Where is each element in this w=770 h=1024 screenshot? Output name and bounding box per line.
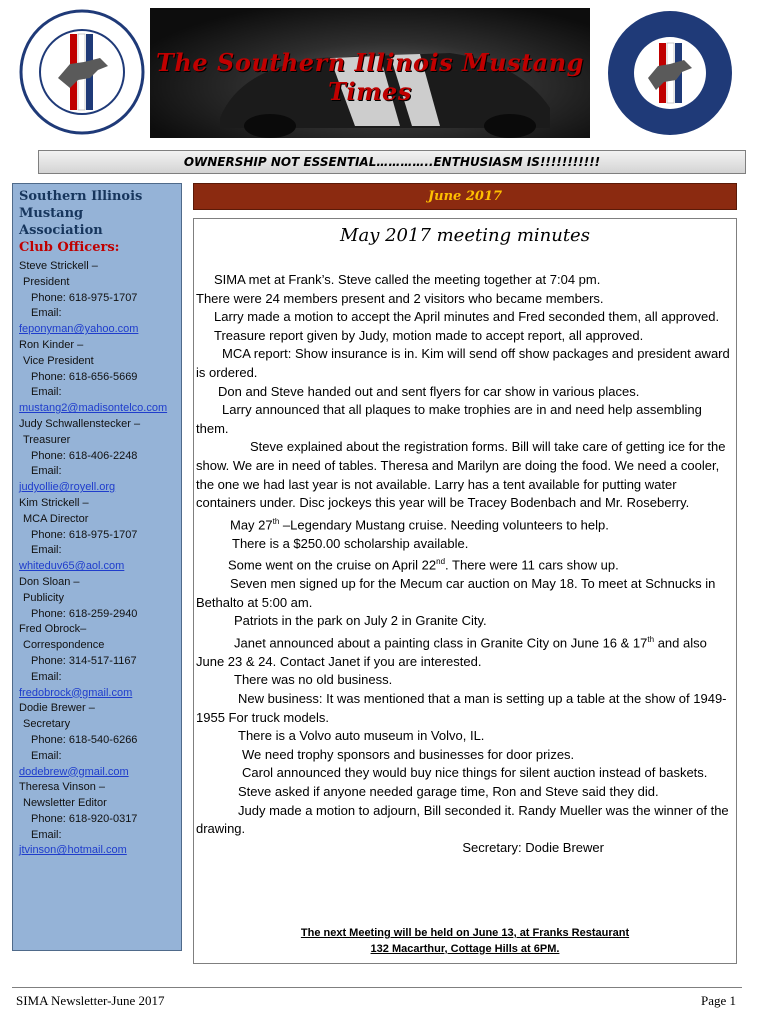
article-paragraph: We need trophy sponsors and businesses for door prizes. bbox=[242, 746, 575, 762]
officer-email-link[interactable]: dodebrew@gmail.com bbox=[19, 765, 129, 778]
article-paragraph: Judy made a motion to adjourn, Bill seconded it. Randy Mueller was the winner of the drawing. bbox=[196, 802, 729, 837]
header-banner bbox=[150, 8, 590, 138]
officer-email-label: Email: bbox=[31, 544, 62, 557]
officer-role: MCA Director bbox=[23, 512, 89, 525]
officer-email-label: Email: bbox=[31, 386, 62, 399]
secretary-signature: Secretary: Dodie Brewer bbox=[462, 839, 604, 855]
article-paragraph: Some went on the cruise on April 22nd. There were 11 cars show up. bbox=[228, 557, 619, 573]
mca-logo bbox=[600, 8, 740, 138]
sidebar-subtitle: Club Officers: bbox=[19, 240, 120, 255]
article-paragraph: May 27th –Legendary Mustang cruise. Needing volunteers to help. bbox=[230, 516, 609, 533]
next-meeting-line: The next Meeting will be held on June 13, at Franks Restaurant bbox=[300, 927, 630, 939]
sidebar-title-line: Southern Illinois bbox=[19, 189, 143, 204]
officer-entry bbox=[19, 338, 175, 417]
officer-role: President bbox=[23, 275, 70, 288]
officer-email-link[interactable]: whiteduv65@aol.com bbox=[19, 560, 125, 573]
officer-entry bbox=[19, 701, 175, 780]
officer-phone: Phone: 618-540-6266 bbox=[31, 733, 138, 746]
article-body bbox=[196, 271, 734, 857]
article-paragraph: Seven men signed up for the Mecum car auction on May 18. To meet at Schnucks in Bethalto at 5:00 am. bbox=[196, 576, 716, 610]
article-paragraph: SIMA met at Frank’s. Steve called the meeting together at 7:04 pm. bbox=[214, 272, 601, 287]
officer-email-link[interactable]: mustang2@madisontelco.com bbox=[19, 402, 168, 415]
article-paragraph: New business: It was mentioned that a man is setting up a table at the show of 1949-1955 For truck models. bbox=[196, 691, 727, 725]
officer-name: Steve Strickell – bbox=[19, 260, 98, 272]
officer-name: Theresa Vinson – bbox=[19, 781, 106, 794]
footer-newsletter-name: SIMA Newsletter-June 2017 bbox=[16, 993, 165, 1008]
sima-logo bbox=[18, 8, 146, 136]
next-meeting-notice bbox=[194, 925, 736, 957]
newsletter-title: The Southern Illinois Mustang Times bbox=[156, 48, 584, 106]
officer-phone: Phone: 618-259-2940 bbox=[31, 607, 138, 620]
ordinal-suffix: nd bbox=[436, 557, 446, 567]
article-paragraph: MCA report: Show insurance is in. Kim will send off show packages and president award is ordered. bbox=[196, 346, 730, 380]
officer-entry bbox=[19, 780, 175, 859]
officer-email-label: Email: bbox=[31, 465, 62, 478]
officer-email-label: Email: bbox=[31, 307, 62, 320]
article-headline: May 2017 meeting minutes bbox=[340, 225, 590, 246]
footer-divider bbox=[12, 987, 742, 988]
officer-role: Vice President bbox=[23, 354, 94, 367]
officer-email-link[interactable]: judyollie@royell.org bbox=[19, 481, 116, 494]
officer-phone: Phone: 618-656-5669 bbox=[31, 370, 138, 383]
article-paragraph: Don and Steve handed out and sent flyers for car show in various places. bbox=[218, 383, 640, 399]
officer-email-link[interactable]: jtvinson@hotmail.com bbox=[19, 844, 127, 857]
article-paragraph: Treasure report given by Judy, motion made to accept report, all approved. bbox=[214, 327, 644, 343]
officer-phone: Phone: 314-517-1167 bbox=[31, 654, 137, 667]
motto-bar: OWNERSHIP NOT ESSENTIAL…………..ENTHUSIASM IS!!!!!!!!!!! bbox=[38, 150, 746, 174]
officer-role: Correspondence bbox=[23, 639, 105, 652]
officer-role: Newsletter Editor bbox=[23, 797, 107, 810]
officer-entry bbox=[19, 575, 175, 622]
officer-name: Dodie Brewer – bbox=[19, 702, 95, 715]
sidebar-title-line: Association bbox=[19, 223, 103, 238]
officer-phone: Phone: 618-975-1707 bbox=[31, 291, 138, 304]
officer-email-link[interactable]: feponyman@yahoo.com bbox=[19, 323, 139, 336]
issue-date-bar: June 2017 bbox=[193, 183, 737, 210]
officer-name: Kim Strickell – bbox=[19, 496, 89, 509]
officer-role: Secretary bbox=[23, 718, 71, 731]
article-paragraph: Larry made a motion to accept the April minutes and Fred seconded them, all approved. bbox=[214, 309, 720, 325]
ordinal-suffix: th bbox=[272, 516, 280, 526]
article-paragraph: Janet announced about a painting class in Granite City on June 16 & 17th and also June 23 & 24. Contact Janet if you are interested. bbox=[196, 634, 707, 669]
article-paragraph: Larry announced that all plaques to make trophies are in and need help assembling them. bbox=[196, 402, 702, 436]
officer-role: Publicity bbox=[23, 591, 64, 604]
footer-page-number: Page 1 bbox=[700, 993, 736, 1008]
officer-entry bbox=[19, 259, 175, 338]
officer-email-link[interactable]: fredobrock@gmail.com bbox=[19, 686, 133, 699]
officer-name: Don Sloan – bbox=[19, 575, 80, 588]
officer-entry bbox=[19, 417, 175, 496]
article-paragraph: There was no old business. bbox=[234, 672, 393, 688]
article-paragraph: Steve asked if anyone needed garage time, Ron and Steve said they did. bbox=[238, 784, 659, 800]
officer-name: Judy Schwallenstecker – bbox=[19, 417, 141, 430]
officer-name: Fred Obrock– bbox=[19, 623, 87, 636]
officers-sidebar bbox=[12, 183, 182, 951]
article-paragraph: Steve explained about the registration forms. Bill will take care of getting ice for the show. We are in need of tables. Theresa and Marilyn are doing the food. We need a cooler, the one we had last year is not available. Larry has a tent available for putting water containers under. Disc jockeys this year will be Tracey Bodenbach and Mr. Roseberry. bbox=[196, 439, 726, 511]
officer-role: Treasurer bbox=[23, 433, 71, 446]
article-paragraph: Carol announced they would buy nice things for silent auction instead of baskets. bbox=[242, 765, 708, 781]
officer-email-label: Email: bbox=[31, 749, 62, 762]
ordinal-suffix: th bbox=[647, 634, 655, 644]
article-paragraph: There were 24 members present and 2 visitors who became members. bbox=[196, 290, 604, 306]
officer-email-label: Email: bbox=[31, 670, 62, 683]
article-paragraph: There is a Volvo auto museum in Volvo, IL. bbox=[238, 728, 485, 744]
article-paragraph: Patriots in the park on July 2 in Granite City. bbox=[234, 613, 487, 629]
officer-name: Ron Kinder – bbox=[19, 338, 84, 351]
article-paragraph: There is a $250.00 scholarship available. bbox=[232, 535, 469, 551]
article-box bbox=[193, 218, 737, 964]
officer-phone: Phone: 618-920-0317 bbox=[31, 812, 138, 825]
officer-entry bbox=[19, 496, 175, 575]
officer-entry bbox=[19, 622, 175, 701]
next-meeting-line: 132 Macarthur, Cottage Hills at 6PM. bbox=[370, 943, 560, 955]
officer-phone: Phone: 618-406-2248 bbox=[31, 449, 138, 462]
sidebar-title-line: Mustang bbox=[19, 206, 84, 221]
officer-phone: Phone: 618-975-1707 bbox=[31, 528, 138, 541]
officer-email-label: Email: bbox=[31, 828, 62, 841]
